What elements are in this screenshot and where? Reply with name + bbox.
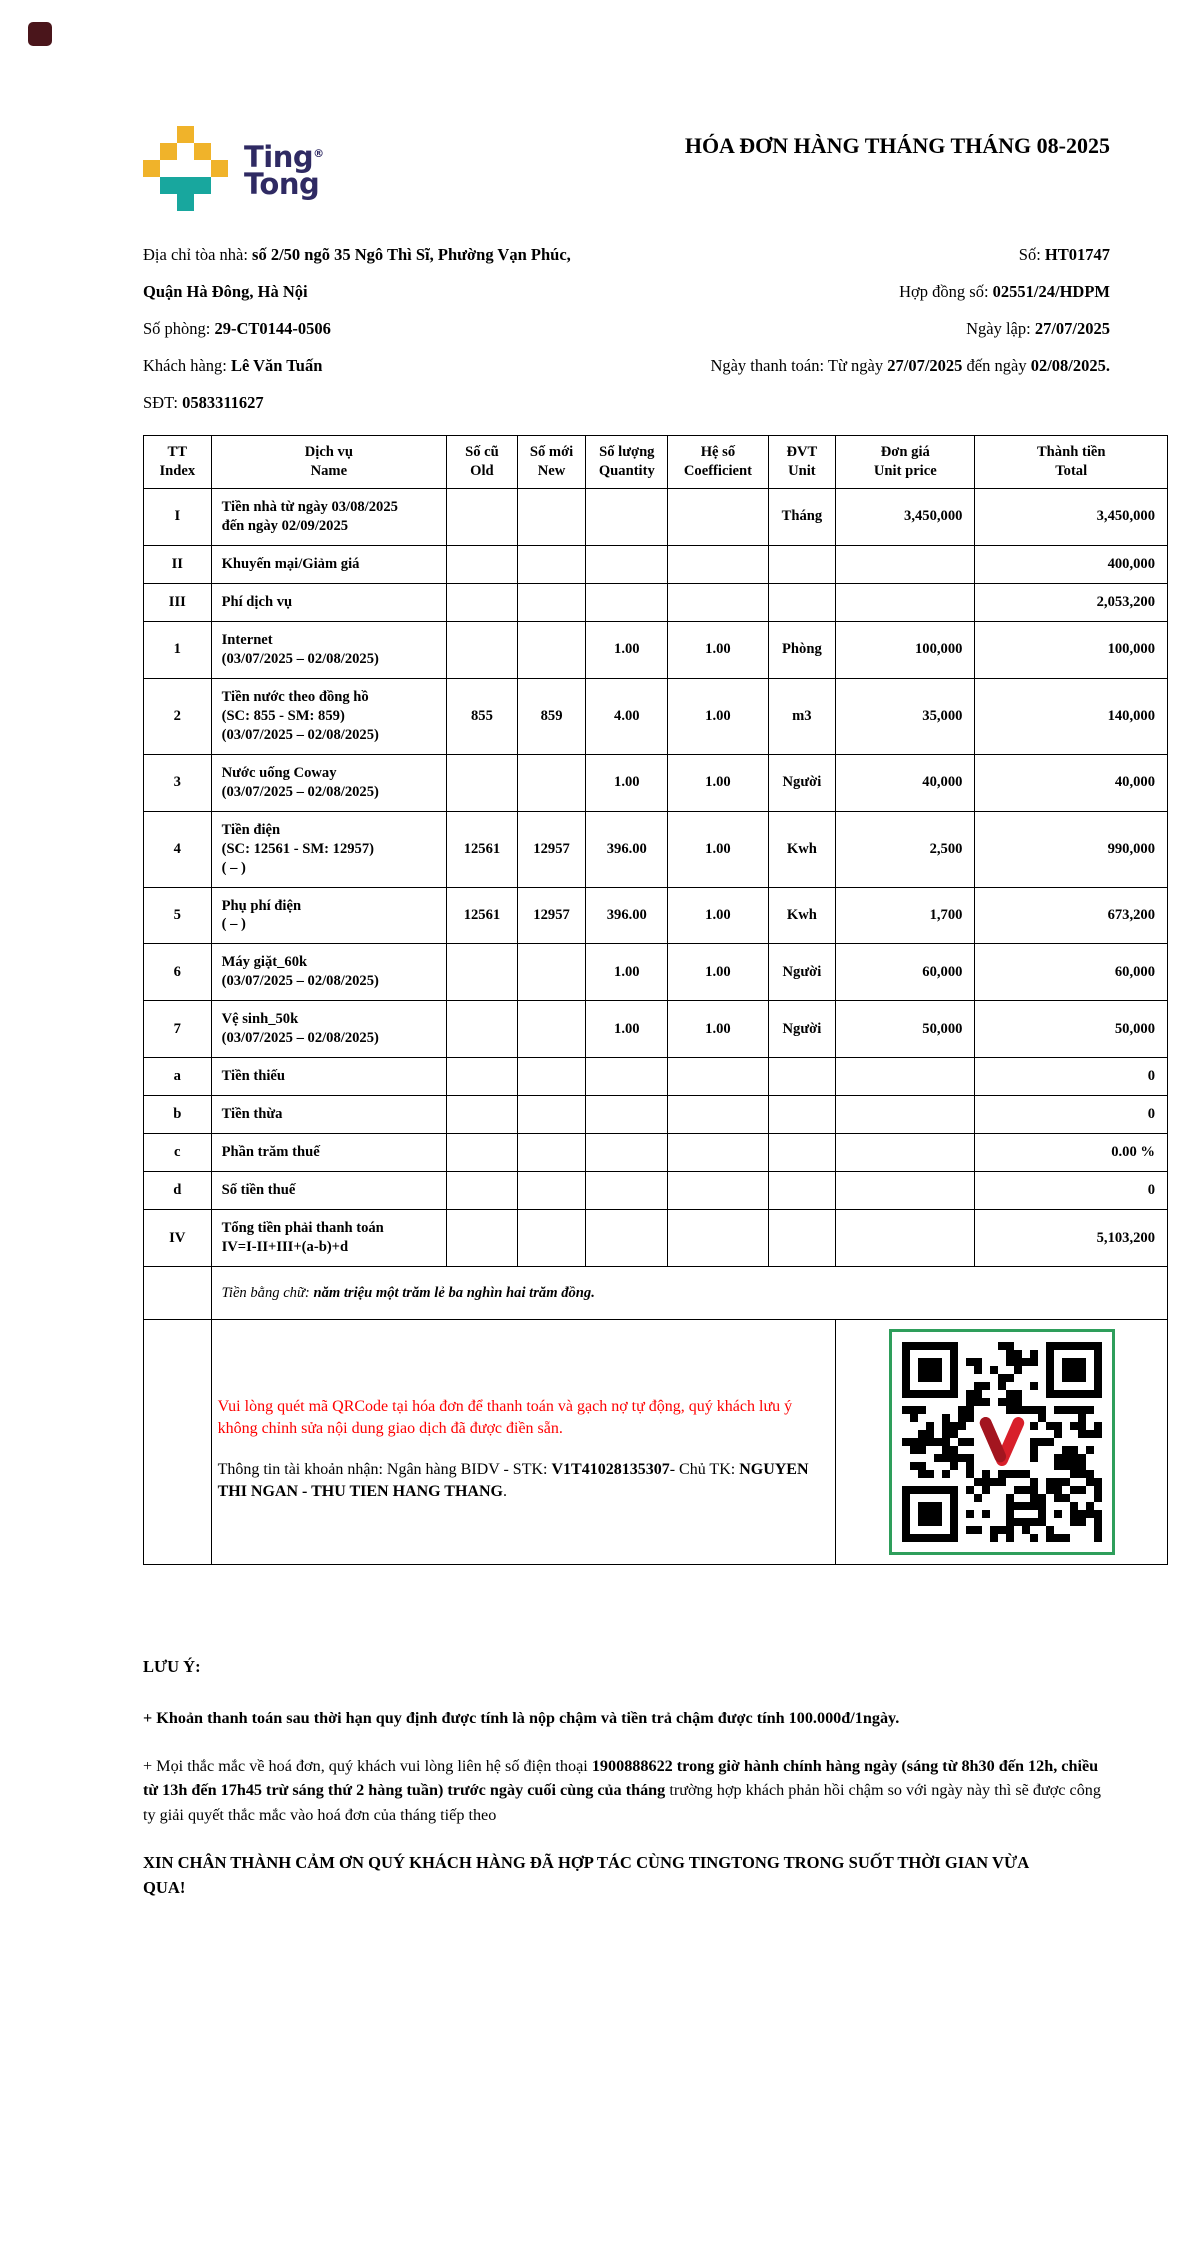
cell-index: 7 [144,1001,212,1058]
invoice-number: Số: HT01747 [1018,245,1110,264]
cell-old-reading [447,1172,518,1210]
tingtong-pixel-tree-icon [143,126,229,212]
table-row [144,1058,1168,1096]
logo-word-tong: Tong [244,167,320,201]
cell-new-reading [517,1001,586,1058]
info-line-3 [143,310,1110,347]
cell-service-name: Internet (03/07/2025 – 02/08/2025) [211,621,447,678]
cell-old-reading [447,1134,518,1172]
building-district: Quận Hà Đông, Hà Nội [143,282,308,301]
cell-total: 5,103,200 [975,1210,1168,1267]
cell-total: 50,000 [975,1001,1168,1058]
cell-unit-price [836,1210,975,1267]
cell-quantity [586,1210,668,1267]
bank-account-number: V1T41028135307 [551,1461,670,1479]
cell-old-reading [447,1096,518,1134]
cell-unit-price: 1,700 [836,887,975,944]
info-line-1 [143,236,1110,273]
cell-index: 4 [144,811,212,887]
cell-service-name: Số tiền thuế [211,1172,447,1210]
cell-service-name: Tiền nhà từ ngày 03/08/2025 đến ngày 02/09/2025 [211,488,447,545]
info-line-2 [143,273,1110,310]
cell-total: 0 [975,1058,1168,1096]
cell-index: d [144,1172,212,1210]
cell-service-name: Nước uống Coway (03/07/2025 – 02/08/2025) [211,754,447,811]
cell-old-reading [447,488,518,545]
cell-service-name: Tiền thiếu [211,1058,447,1096]
corner-artifact-icon [28,22,52,46]
cell-coefficient [668,1134,768,1172]
cell-total: 2,053,200 [975,583,1168,621]
late-payment-note: + Khoản thanh toán sau thời hạn quy định được tính là nộp chậm và tiền trả chậm được tính 100.000đ/1ngày. [143,1708,900,1727]
cell-old-reading [447,944,518,1001]
issue-date: Ngày lập: 27/07/2025 [966,319,1110,338]
cell-service-name: Phí dịch vụ [211,583,447,621]
table-header-row [144,436,1168,489]
cell-total: 60,000 [975,944,1168,1001]
tingtong-wordmark [244,140,324,201]
cell-old-reading [447,1001,518,1058]
cell-quantity: 396.00 [586,811,668,887]
cell-new-reading: 12957 [517,887,586,944]
table-row [144,678,1168,754]
cell-new-reading [517,1172,586,1210]
cell-unit [768,1210,836,1267]
cell-coefficient: 1.00 [668,811,768,887]
cell-coefficient: 1.00 [668,621,768,678]
cell-quantity [586,583,668,621]
cell-quantity [586,1172,668,1210]
cell-unit: Người [768,944,836,1001]
column-header: Đơn giá Unit price [836,436,975,489]
cell-new-reading [517,1096,586,1134]
registered-mark: ® [313,147,324,160]
cell-service-name: Khuyến mại/Giảm giá [211,545,447,583]
cell-unit-price: 100,000 [836,621,975,678]
amount-in-words-label: Tiền bằng chữ: [221,1284,314,1301]
cell-total: 990,000 [975,811,1168,887]
cell-new-reading: 12957 [517,811,586,887]
cell-service-name: Tiền nước theo đồng hồ (SC: 855 - SM: 859) (03/07/2025 – 02/08/2025) [211,678,447,754]
cell-total: 0 [975,1096,1168,1134]
cell-coefficient: 1.00 [668,944,768,1001]
column-header: ĐVT Unit [768,436,836,489]
cell-unit-price [836,1134,975,1172]
cell-quantity [586,1058,668,1096]
cell-service-name: Máy giặt_60k (03/07/2025 – 02/08/2025) [211,944,447,1001]
cell-unit-price [836,1172,975,1210]
cell-unit: Người [768,754,836,811]
cell-index: c [144,1134,212,1172]
cell-total: 0 [975,1172,1168,1210]
cell-unit [768,1058,836,1096]
cell-unit-price: 2,500 [836,811,975,887]
column-header: Hệ số Coefficient [668,436,768,489]
cell-old-reading [447,1058,518,1096]
cell-total: 3,450,000 [975,488,1168,545]
cell-coefficient [668,583,768,621]
cell-coefficient [668,1172,768,1210]
cell-unit: Kwh [768,811,836,887]
cell-total: 400,000 [975,545,1168,583]
bank-account-holder: NGUYEN THI NGAN - THU TIEN HANG THANG [217,1461,809,1500]
cell-quantity [586,488,668,545]
table-row [144,1096,1168,1134]
cell-coefficient: 1.00 [668,887,768,944]
cell-old-reading [447,621,518,678]
notes-heading: LƯU Ý: [143,1657,201,1677]
customer-phone: SĐT: 0583311627 [143,393,264,412]
logo-word-ting: Ting [244,140,314,174]
cell-index: 5 [144,887,212,944]
cell-new-reading [517,944,586,1001]
vietqr-v-icon [973,1413,1031,1471]
qr-row-index-cell [144,1320,212,1565]
table-row [144,545,1168,583]
cell-new-reading [517,583,586,621]
cell-index: 2 [144,678,212,754]
bank-account-info: Thông tin tài khoản nhận: Ngân hàng BIDV - STK: V1T41028135307- Chủ TK: NGUYEN THI NGAN - THU TIEN HANG THANG. [217,1461,809,1500]
cell-service-name: Vệ sinh_50k (03/07/2025 – 02/08/2025) [211,1001,447,1058]
table-row [144,1134,1168,1172]
table-row [144,811,1168,887]
cell-total: 673,200 [975,887,1168,944]
table-row [144,583,1168,621]
cell-total: 0.00 % [975,1134,1168,1172]
cell-index: 3 [144,754,212,811]
qr-code-cell [836,1320,1168,1565]
qr-row [144,1320,1168,1565]
hotline-note: + Mọi thắc mắc về hoá đơn, quý khách vui lòng liên hệ số điện thoại 1900888622 trong giờ hành chính hàng ngày (sáng từ 8h30 đến 12h, chiều từ 13h đến 17h45 trừ sáng thứ 2 hàng tuần) trước ngày cuối cùng của tháng trường hợp khách phản hồi chậm so với ngày này thì sẽ được công ty giải quyết thắc mắc vào hoá đơn của tháng tiếp theo [143,1757,1101,1824]
table-row [144,944,1168,1001]
header [143,126,1110,212]
info-line-5 [143,384,1110,421]
column-header: Số lượng Quantity [586,436,668,489]
cell-unit-price [836,1096,975,1134]
column-header: Số mới New [517,436,586,489]
table-row [144,887,1168,944]
cell-unit: Người [768,1001,836,1058]
cell-unit [768,1134,836,1172]
cell-coefficient [668,1058,768,1096]
cell-new-reading [517,621,586,678]
cell-service-name: Phần trăm thuế [211,1134,447,1172]
cell-unit [768,1096,836,1134]
cell-unit [768,545,836,583]
cell-old-reading [447,545,518,583]
cell-unit-price: 60,000 [836,944,975,1001]
thank-you-line: XIN CHÂN THÀNH CẢM ƠN QUÝ KHÁCH HÀNG ĐÃ HỢP TÁC CÙNG TINGTONG TRONG SUỐT THỜI GIAN VỪA QUA! [143,1853,1029,1897]
cell-quantity: 396.00 [586,887,668,944]
cell-service-name: Tiền thừa [211,1096,447,1134]
cell-new-reading [517,1210,586,1267]
contract-number: Hợp đồng số: 02551/24/HDPM [899,282,1110,301]
cell-quantity [586,545,668,583]
cell-total: 100,000 [975,621,1168,678]
qr-code [889,1329,1115,1555]
cell-index: 1 [144,621,212,678]
cell-index: 6 [144,944,212,1001]
column-header: Dịch vụ Name [211,436,447,489]
cell-unit [768,583,836,621]
cell-coefficient: 1.00 [668,678,768,754]
cell-unit-price: 35,000 [836,678,975,754]
qr-warning-text: Vui lòng quét mã QRCode tại hóa đơn để thanh toán và gạch nợ tự động, quý khách lưu ý không chỉnh sửa nội dung giao dịch đã được điền sẵn. [217,1397,793,1437]
footer-notes [143,1655,1110,1901]
cell-index: a [144,1058,212,1096]
cell-total: 40,000 [975,754,1168,811]
column-header: TT Index [144,436,212,489]
cell-quantity [586,1134,668,1172]
amount-in-words-index-cell [144,1267,212,1320]
cell-quantity: 1.00 [586,621,668,678]
cell-service-name: Phụ phí điện ( – ) [211,887,447,944]
cell-unit-price: 3,450,000 [836,488,975,545]
cell-coefficient [668,1096,768,1134]
cell-coefficient [668,545,768,583]
cell-service-name: Tổng tiền phải thanh toán IV=I-II+III+(a-b)+d [211,1210,447,1267]
cell-unit [768,1172,836,1210]
cell-index: III [144,583,212,621]
payment-period: Ngày thanh toán: Từ ngày 27/07/2025 đến ngày 02/08/2025. [710,356,1110,375]
cell-unit-price: 40,000 [836,754,975,811]
cell-index: I [144,488,212,545]
amount-in-words-row [144,1267,1168,1320]
cell-index: IV [144,1210,212,1267]
cell-old-reading [447,754,518,811]
cell-index: b [144,1096,212,1134]
cell-new-reading: 859 [517,678,586,754]
invoice-table [143,435,1168,1565]
cell-old-reading [447,583,518,621]
cell-unit: Kwh [768,887,836,944]
cell-coefficient [668,488,768,545]
cell-old-reading: 12561 [447,811,518,887]
invoice-info [143,236,1110,421]
cell-quantity [586,1096,668,1134]
cell-new-reading [517,1134,586,1172]
room-number: Số phòng: 29-CT0144-0506 [143,319,331,338]
cell-coefficient: 1.00 [668,754,768,811]
table-row [144,488,1168,545]
tingtong-logo [143,126,324,212]
customer-name: Khách hàng: Lê Văn Tuấn [143,356,323,375]
cell-unit-price: 50,000 [836,1001,975,1058]
table-row [144,621,1168,678]
cell-new-reading [517,545,586,583]
cell-old-reading: 855 [447,678,518,754]
cell-unit: m3 [768,678,836,754]
cell-quantity: 4.00 [586,678,668,754]
cell-quantity: 1.00 [586,1001,668,1058]
cell-unit-price [836,545,975,583]
cell-unit-price [836,583,975,621]
cell-quantity: 1.00 [586,944,668,1001]
cell-new-reading [517,488,586,545]
cell-unit-price [836,1058,975,1096]
cell-unit: Tháng [768,488,836,545]
building-address: Địa chỉ tòa nhà: số 2/50 ngõ 35 Ngô Thì Sĩ, Phường Vạn Phúc, [143,245,571,264]
info-line-4 [143,347,1110,384]
table-row [144,1001,1168,1058]
cell-new-reading [517,1058,586,1096]
cell-total: 140,000 [975,678,1168,754]
amount-in-words-cell [211,1267,1167,1320]
column-header: Số cũ Old [447,436,518,489]
table-row [144,1172,1168,1210]
payment-instructions-cell [211,1320,836,1565]
cell-index: II [144,545,212,583]
table-row [144,1210,1168,1267]
cell-quantity: 1.00 [586,754,668,811]
column-header: Thành tiền Total [975,436,1168,489]
invoice-title: HÓA ĐƠN HÀNG THÁNG THÁNG 08-2025 [684,133,1110,158]
cell-old-reading: 12561 [447,887,518,944]
hotline-number: 1900888622 trong giờ hành chính hàng ngày (sáng từ 8h30 đến 12h, chiều từ 13h đến 17h45 trừ sáng thứ 2 hàng tuần) [143,1757,1099,1800]
cell-old-reading [447,1210,518,1267]
cell-coefficient [668,1210,768,1267]
table-row [144,754,1168,811]
amount-in-words-value: năm triệu một trăm lẻ ba nghìn hai trăm đồng. [313,1284,595,1301]
cell-new-reading [517,754,586,811]
table-header [144,436,1168,489]
cell-service-name: Tiền điện (SC: 12561 - SM: 12957) ( – ) [211,811,447,887]
cell-unit: Phòng [768,621,836,678]
cell-coefficient: 1.00 [668,1001,768,1058]
